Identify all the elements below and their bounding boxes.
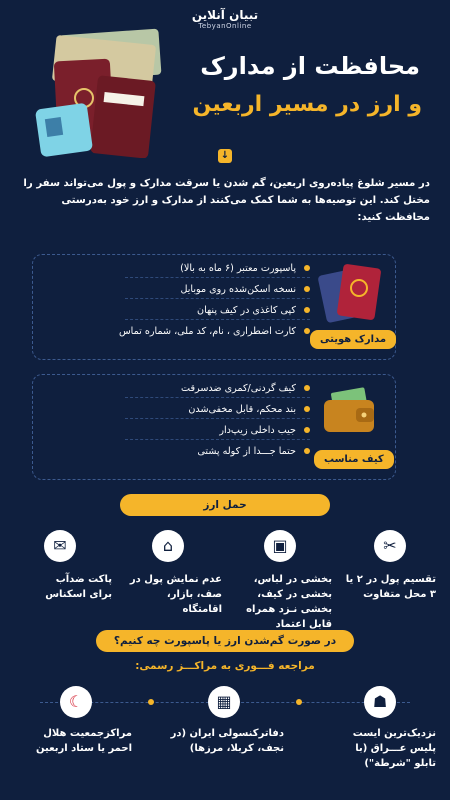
title-line-1: محافظت از مدارک xyxy=(200,52,420,80)
list-item: پاسپورت معتبر (۶ ماه به بالا) xyxy=(119,260,310,281)
brand-name: تبیان آنلاین xyxy=(191,8,259,22)
currency-tip: بخشی در لباس، بخشی در کیف، بخشی نـزد همراه قابل اعتماد xyxy=(246,574,332,630)
brand-logo xyxy=(175,8,275,30)
wallet-icon xyxy=(318,384,380,436)
list-item: نسخه اسکن‌شده روی موبایل xyxy=(119,281,310,302)
identity-list xyxy=(119,260,310,344)
divider-dot xyxy=(296,699,302,705)
envelope-icon: ✉ xyxy=(44,530,76,562)
list-item: کارت اضطراری ، نام، کد ملی، شماره تماس xyxy=(119,323,310,344)
currency-tip: پاکت ضدآب برای اسکناس xyxy=(45,574,112,600)
intro-text: در مسیر شلوغ پیاده‌روی اربعین، گم شدن یا سرقت مدارک و پول می‌تواند سفر را مختل کند. این توصیه‌ها به شما کمک می‌کنند از مدارک و ارز خود به‌درستی محافظت کنید: xyxy=(23,178,430,223)
red-crescent-icon: ☾ xyxy=(60,686,92,718)
lost-place: مراکزجمعیت هلال احمر یا ستاد اربعین xyxy=(36,728,132,754)
currency-header: حمل ارز xyxy=(120,494,330,516)
currency-tip: تقسیم پول در ۲ یا ۳ محل متفاوت xyxy=(345,574,436,600)
money-split-icon: ✂ xyxy=(374,530,406,562)
list-item: کیف گردنی/کمری ضدسرقت xyxy=(181,380,310,401)
list-item: بند محکم، قابل مخفی‌شدن xyxy=(181,401,310,422)
down-arrow-icon: ↓ xyxy=(218,149,232,163)
police-icon: ☗ xyxy=(364,686,396,718)
wallet-label: کیف مناسب xyxy=(314,450,394,469)
lost-question: در صورت گم‌شدن ارز یا پاسپورت چه کنیم؟ xyxy=(96,630,354,652)
lost-subtitle: مراجعه فـــوری به مراکـــز رسمی: xyxy=(135,660,315,672)
consulate-icon: ▦ xyxy=(208,686,240,718)
currency-tip: عدم نمایش پول در صف، بازار، اقامتگاه xyxy=(129,574,222,615)
divider-dot xyxy=(148,699,154,705)
documents-illustration xyxy=(30,28,170,158)
wallet-list xyxy=(181,380,310,464)
brand-name-en: TebyanOnline xyxy=(198,22,252,30)
lost-place: دفاترکنسولی ایران (در نجف، کربلا، مرزها) xyxy=(170,728,284,754)
store-icon: ⌂ xyxy=(152,530,184,562)
wallet-icon: ▣ xyxy=(264,530,296,562)
lost-place: نزدیک‌ترین ایست پلیس عـــراق (با تابلو "شرطة") xyxy=(352,728,436,769)
identity-label: مدارک هویتی xyxy=(310,330,396,349)
list-item: جیب داخلی زیپ‌دار xyxy=(181,422,310,443)
list-item: حتما جـــدا از کوله پشتی xyxy=(181,443,310,464)
title-line-2: و ارز در مسیر اربعین xyxy=(192,92,422,117)
list-item: کپی کاغذی در کیف پنهان xyxy=(119,302,310,323)
passport-icon xyxy=(316,262,386,326)
